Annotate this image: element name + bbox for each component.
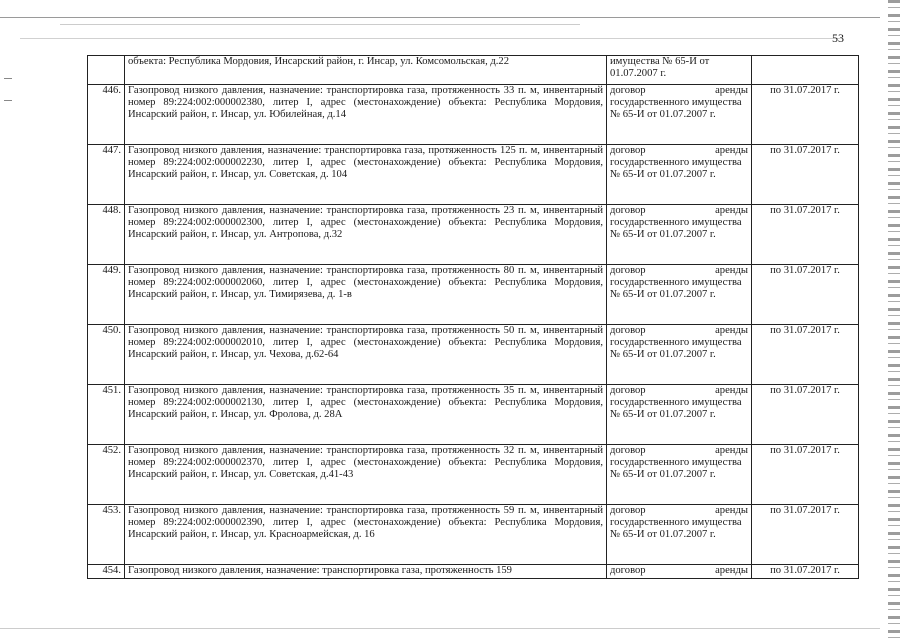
description-cell: объекта: Республика Мордовия, Инсарский район, г. Инсар, ул. Комсомольская, д.22 (125, 56, 607, 85)
row-number: 453. (88, 505, 125, 565)
table-row (88, 265, 859, 325)
scan-artifact-top-line (0, 17, 880, 18)
table-row (88, 505, 859, 565)
scan-artifact-top-line-2 (60, 24, 580, 25)
lease-agreement (607, 145, 752, 205)
object-description: Газопровод низкого давления, назначение: транспортировка газа, протяженность 59 п. м, инвентарный номер 89:224:002:000002390, литер I, адрес (местонахождение) объекта: Республика Мордовия, Инсарский район, г. Инсар, ул. Красноармейская, д. 16 (125, 505, 607, 565)
lease-agreement-details: государственного имущества № 65-И от 01.07.2007 г. (610, 396, 742, 420)
lease-agreement-first-line (610, 265, 748, 277)
property-table (87, 55, 859, 579)
lease-word-contract: договор (610, 325, 646, 336)
lease-agreement-first-line (610, 505, 748, 517)
object-description: Газопровод низкого давления, назначение: транспортировка газа, протяженность 80 п. м, инвентарный номер 89:224:002:000002060, литер I, адрес (местонахождение) объекта: Республика Мордовия, Инсарский район, г. Инсар, ул. Тимирязева, д. 1-в (125, 265, 607, 325)
lease-word-contract: договор (610, 445, 646, 456)
object-description: Газопровод низкого давления, назначение: транспортировка газа, протяженность 35 п. м, инвентарный номер 89:224:002:000002130, литер I, адрес (местонахождение) объекта: Республика Мордовия, Инсарский район, г. Инсар, ул. Фролова, д. 28А (125, 385, 607, 445)
table-row (88, 445, 859, 505)
lease-agreement-first-line (610, 565, 748, 577)
document-cell: имущества № 65-И от 01.07.2007 г. (607, 56, 752, 85)
table-row (88, 205, 859, 265)
table-row (88, 85, 859, 145)
lease-word-lease: аренды (715, 445, 748, 456)
lease-agreement-first-line (610, 325, 748, 337)
row-number: 446. (88, 85, 125, 145)
table-row-continued (88, 56, 859, 85)
lease-term: по 31.07.2017 г. (752, 145, 859, 205)
page-number: 53 (832, 31, 844, 45)
object-description: Газопровод низкого давления, назначение: транспортировка газа, протяженность 50 п. м, инвентарный номер 89:224:002:000002010, литер I, адрес (местонахождение) объекта: Республика Мордовия, Инсарский район, г. Инсар, ул. Чехова, д.62-64 (125, 325, 607, 385)
scan-artifact-left-mark-2 (4, 100, 12, 101)
object-description: Газопровод низкого давления, назначение: транспортировка газа, протяженность 125 п. м, инвентарный номер 89:224:002:000002230, литер I, адрес (местонахождение) объекта: Республика Мордовия, Инсарский район, г. Инсар, ул. Советская, д. 104 (125, 145, 607, 205)
row-number: 448. (88, 205, 125, 265)
scan-artifact-right-edge (888, 0, 900, 640)
lease-word-contract: договор (610, 145, 646, 156)
object-description: Газопровод низкого давления, назначение: транспортировка газа, протяженность 33 п. м, инвентарный номер 89:224:002:000002380, литер I, адрес (местонахождение) объекта: Республика Мордовия, Инсарский район, г. Инсар, ул. Юбилейная, д.14 (125, 85, 607, 145)
lease-agreement-details: государственного имущества № 65-И от 01.07.2007 г. (610, 456, 742, 480)
row-number-cell (88, 56, 125, 85)
lease-agreement-first-line (610, 445, 748, 457)
lease-agreement-details: государственного имущества № 65-И от 01.07.2007 г. (610, 96, 742, 120)
row-number: 454. (88, 565, 125, 579)
lease-agreement (607, 565, 752, 579)
lease-term: по 31.07.2017 г. (752, 385, 859, 445)
lease-word-lease: аренды (715, 265, 748, 276)
lease-word-lease: аренды (715, 505, 748, 516)
table-row (88, 145, 859, 205)
table-row (88, 325, 859, 385)
lease-agreement (607, 85, 752, 145)
term-cell (752, 56, 859, 85)
lease-word-lease: аренды (715, 325, 748, 336)
lease-word-contract: договор (610, 565, 646, 576)
object-description: Газопровод низкого давления, назначение: транспортировка газа, протяженность 159 (125, 565, 607, 579)
table-row (88, 565, 859, 579)
lease-term: по 31.07.2017 г. (752, 325, 859, 385)
lease-term: по 31.07.2017 г. (752, 85, 859, 145)
lease-term: по 31.07.2017 г. (752, 205, 859, 265)
lease-word-contract: договор (610, 205, 646, 216)
lease-agreement (607, 205, 752, 265)
lease-agreement-first-line (610, 85, 748, 97)
lease-agreement-details: государственного имущества № 65-И от 01.07.2007 г. (610, 216, 742, 240)
lease-agreement (607, 265, 752, 325)
lease-term: по 31.07.2017 г. (752, 505, 859, 565)
lease-agreement-details: государственного имущества № 65-И от 01.07.2007 г. (610, 336, 742, 360)
lease-agreement-details: государственного имущества № 65-И от 01.07.2007 г. (610, 516, 742, 540)
lease-agreement (607, 385, 752, 445)
lease-agreement-first-line (610, 385, 748, 397)
table-row (88, 385, 859, 445)
lease-term: по 31.07.2017 г. (752, 445, 859, 505)
lease-agreement-details: государственного имущества № 65-И от 01.07.2007 г. (610, 276, 742, 300)
lease-term: по 31.07.2017 г. (752, 565, 859, 579)
row-number: 447. (88, 145, 125, 205)
row-number: 449. (88, 265, 125, 325)
scan-artifact-top-line-3 (20, 38, 840, 39)
lease-agreement-details: государственного имущества № 65-И от 01.07.2007 г. (610, 156, 742, 180)
scan-artifact-bottom-line (0, 628, 880, 629)
lease-word-contract: договор (610, 85, 646, 96)
row-number: 450. (88, 325, 125, 385)
lease-agreement (607, 325, 752, 385)
object-description: Газопровод низкого давления, назначение: транспортировка газа, протяженность 23 п. м, инвентарный номер 89:224:002:000002300, литер I, адрес (местонахождение) объекта: Республика Мордовия, Инсарский район, г. Инсар, ул. Антропова, д.32 (125, 205, 607, 265)
lease-term: по 31.07.2017 г. (752, 265, 859, 325)
lease-word-lease: аренды (715, 565, 748, 576)
row-number: 451. (88, 385, 125, 445)
lease-word-contract: договор (610, 265, 646, 276)
lease-word-lease: аренды (715, 205, 748, 216)
lease-agreement (607, 445, 752, 505)
lease-agreement-first-line (610, 145, 748, 157)
lease-word-lease: аренды (715, 85, 748, 96)
lease-agreement (607, 505, 752, 565)
lease-word-lease: аренды (715, 385, 748, 396)
object-description: Газопровод низкого давления, назначение: транспортировка газа, протяженность 32 п. м, инвентарный номер 89:224:002:000002370, литер I, адрес (местонахождение) объекта: Республика Мордовия, Инсарский район, г. Инсар, ул. Советская, д.41-43 (125, 445, 607, 505)
property-table-body (88, 56, 859, 579)
row-number: 452. (88, 445, 125, 505)
lease-word-contract: договор (610, 505, 646, 516)
scan-artifact-left-mark (4, 78, 12, 79)
lease-word-contract: договор (610, 385, 646, 396)
lease-word-lease: аренды (715, 145, 748, 156)
lease-agreement-first-line (610, 205, 748, 217)
